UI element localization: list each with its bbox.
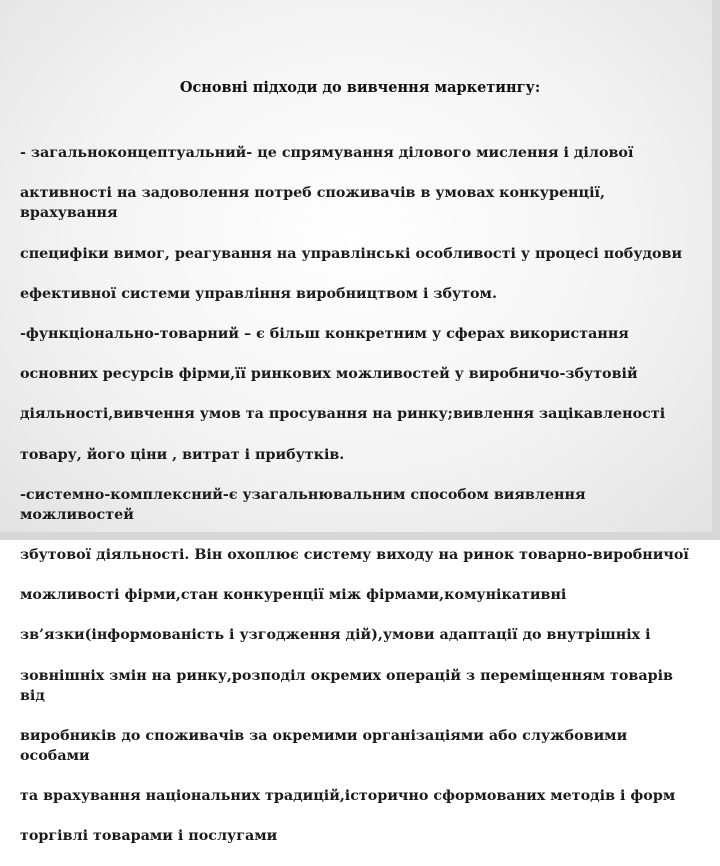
body-line: -системно-комплексний-є узагальнювальним способом виявлення можливостей <box>20 486 586 523</box>
body-line: -функціонально-товарний – є більш конкретним у сферах використання <box>20 325 629 342</box>
body-line: та врахування національних традицій,історично сформованих методів і форм <box>20 788 676 805</box>
body-line: товару, його ціни , витрат і прибутків. <box>20 446 345 463</box>
body-line: діяльності,вивчення умов та просування на ринку;вивлення зацікавленості <box>20 406 666 423</box>
body-line: збутової діяльності. Він охоплює систему виходу на ринок товарно-виробничої <box>20 546 689 563</box>
slide-title: Основні підходи до вивчення маркетингу: <box>179 79 541 96</box>
body-line: торгівлі товарами і послугами <box>20 828 278 845</box>
body-line: ефективної системи управління виробництвом і збутом. <box>20 285 497 302</box>
body-line: виробників до споживачів за окремими організаціями або службовими особами <box>20 727 628 764</box>
body-line: специфіки вимог, реагування на управлінські особливості у процесі побудови <box>20 245 683 262</box>
body-line: активності на задоволення потреб споживачів в умовах конкуренції, врахування <box>20 185 605 222</box>
body-line: можливості фірми,стан конкуренції між фірмами,комунікативні <box>20 587 567 604</box>
body-line: - загальноконцептуальний- це спрямування ділового мислення і ділової <box>20 145 634 162</box>
body-line: основних ресурсів фірми,її ринкових можливостей у виробничо-збутовій <box>20 366 638 383</box>
body-line: зовнішніх змін на ринку,розподіл окремих операцій з переміщенням товарів від <box>20 667 673 704</box>
body-line: зв’язки(інформованість і узгодження дій),умови адаптації до внутрішніх і <box>20 627 651 644</box>
slide-body <box>20 123 700 866</box>
